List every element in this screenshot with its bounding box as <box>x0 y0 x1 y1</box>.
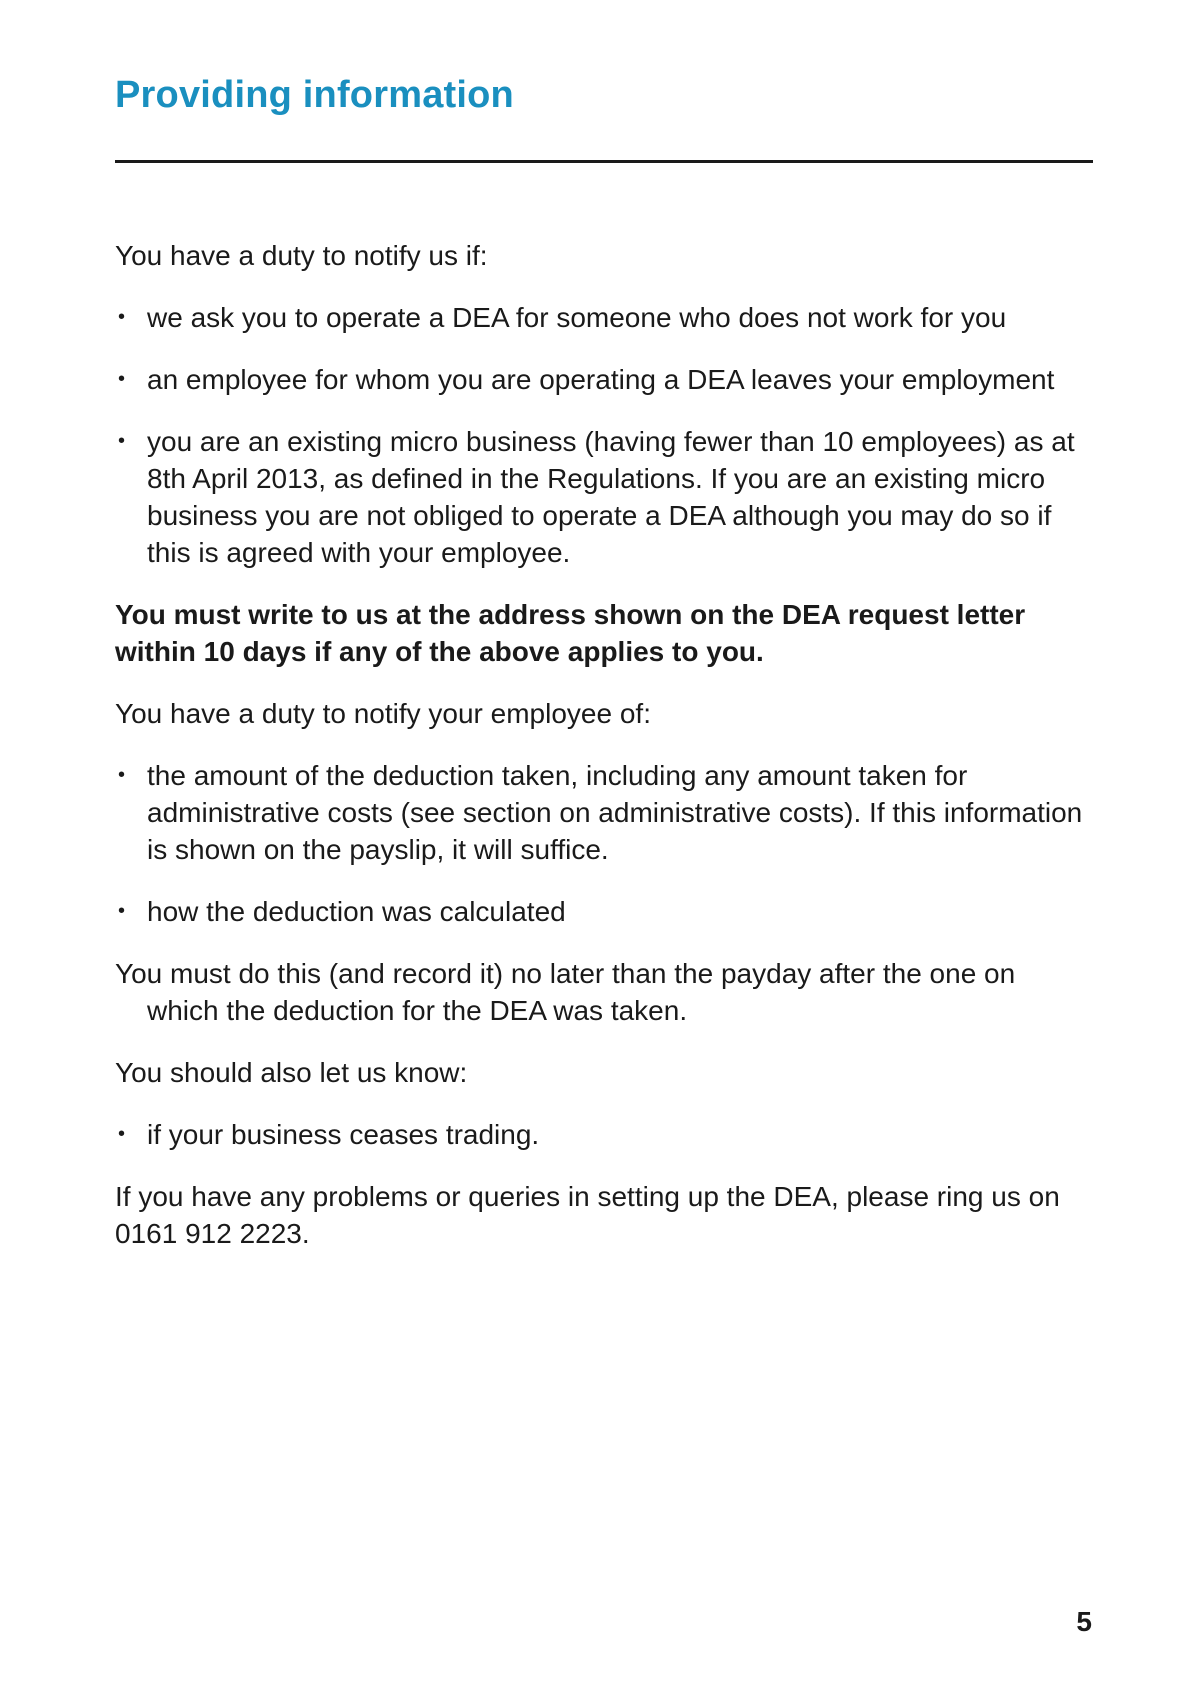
bullet-icon: • <box>118 764 126 786</box>
duty-to-notify-employee-intro: You have a duty to notify your employee of: <box>115 698 651 729</box>
bullet-icon: • <box>118 368 126 390</box>
title-divider <box>115 160 1093 163</box>
write-to-us-notice: You must write to us at the address shown on the DEA request letter within 10 days if any of the above applies to you. <box>115 599 1026 667</box>
list-item <box>115 1116 1093 1153</box>
duty-to-notify-us-list <box>115 299 1093 571</box>
list-item-text: an employee for whom you are operating a DEA leaves your employment <box>147 364 1055 395</box>
bullet-icon: • <box>118 306 126 328</box>
bullet-icon: • <box>118 430 126 452</box>
list-item-text: if your business ceases trading. <box>147 1119 540 1150</box>
duty-to-notify-us-intro: You have a duty to notify us if: <box>115 240 488 271</box>
list-item <box>115 893 1093 930</box>
contact-info: If you have any problems or queries in setting up the DEA, please ring us on 0161 912 2223. <box>115 1181 1060 1249</box>
list-item-text: you are an existing micro business (having fewer than 10 employees) as at 8th April 2013, as defined in the Regulations. If you are an existing micro business you are not obliged to operate a DEA although you may do so if this is agreed with your employee. <box>147 426 1075 568</box>
also-let-us-know-intro: You should also let us know: <box>115 1057 468 1088</box>
list-item <box>115 423 1093 571</box>
list-item <box>115 361 1093 398</box>
list-item-text: how the deduction was calculated <box>147 896 566 927</box>
list-item <box>115 299 1093 336</box>
list-item-text: we ask you to operate a DEA for someone who does not work for you <box>147 302 1007 333</box>
page-content <box>115 237 1093 1277</box>
list-item-text: the amount of the deduction taken, including any amount taken for administrative costs (see section on administrative costs). If this information is shown on the payslip, it will suffice. <box>147 760 1083 865</box>
page-number: 5 <box>1076 1606 1092 1637</box>
list-item <box>115 757 1093 868</box>
bullet-icon: • <box>118 1123 126 1145</box>
bullet-icon: • <box>118 900 126 922</box>
also-let-us-know-list <box>115 1116 1093 1153</box>
timing-requirement: You must do this (and record it) no later than the payday after the one on which the deduction for the DEA was taken. <box>115 958 1016 1026</box>
page-title: Providing information <box>115 74 514 116</box>
duty-to-notify-employee-list <box>115 757 1093 930</box>
